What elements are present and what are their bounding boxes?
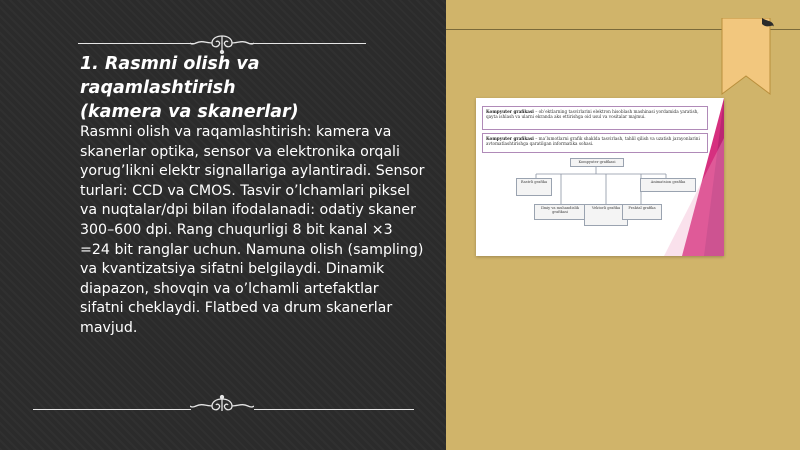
bookmark-ribbon-icon [716, 18, 774, 98]
diagram-connectors [476, 98, 724, 256]
diagram-node: Kompyuter grafikasi [570, 158, 624, 167]
definition-2-term: Kompyuter grafikasi [486, 136, 534, 141]
embedded-image [476, 98, 724, 256]
top-divider-left [78, 43, 194, 44]
diagram-node: Ilmiy va muhandislik grafikasi [534, 204, 586, 220]
diagram-node: Fraktal grafika [622, 204, 662, 220]
bottom-divider-right [254, 409, 414, 410]
slide-title-line-1: 1. Rasmni olish va raqamlashtirish [80, 54, 260, 98]
top-divider-right [250, 43, 366, 44]
slide-title [80, 52, 420, 124]
diagram-node: Animatsion grafika [640, 178, 696, 192]
definition-1-text: – ob’ektlarning tasvirlarini elektron hisoblash mashinasi yordamida yaratish, qayta ishlash va ularni ekranda aks ettirishga oid usul va vositalar majmui. [486, 109, 699, 119]
bottom-divider-left [33, 409, 191, 410]
diagram-node: Rastrli grafika [516, 178, 552, 196]
definition-2-text: – ma’lumotlarni grafik shaklda tasvirlash, tahlil qilish va uzatish jarayonlarini avtomatlashtirishga qaratilgan informatika sohasi. [486, 136, 700, 146]
slide-title-line-2: (kamera va skanerlar) [80, 102, 299, 122]
definition-1-term: Kompyuter grafikasi [486, 109, 534, 114]
slide-body-text: Rasmni olish va raqamlashtirish: kamera va skanerlar optika, sensor va elektronika orqali yorug’likni elektr signallariga aylantiradi. Sensor turlari: CCD va CMOS. Tasvir o’lchamlari piksel va nuqtalar/dpi bilan ifodalanadi: odatiy skaner 300–600 dpi. Rang chuqurligi 8 bit kanal ×3 =24 bit ranglar uchun. Namuna olish (sampling) va kvantizatsiya sifatni belgilaydi. Dinamik diapazon, shovqin va o’lchamli artefaktlar sifatni cheklaydi. Flatbed va drum skanerlar mavjud. [80, 124, 425, 336]
diagram-node: Vektorli grafika [584, 204, 628, 226]
bottom-flourish-icon [190, 393, 254, 419]
